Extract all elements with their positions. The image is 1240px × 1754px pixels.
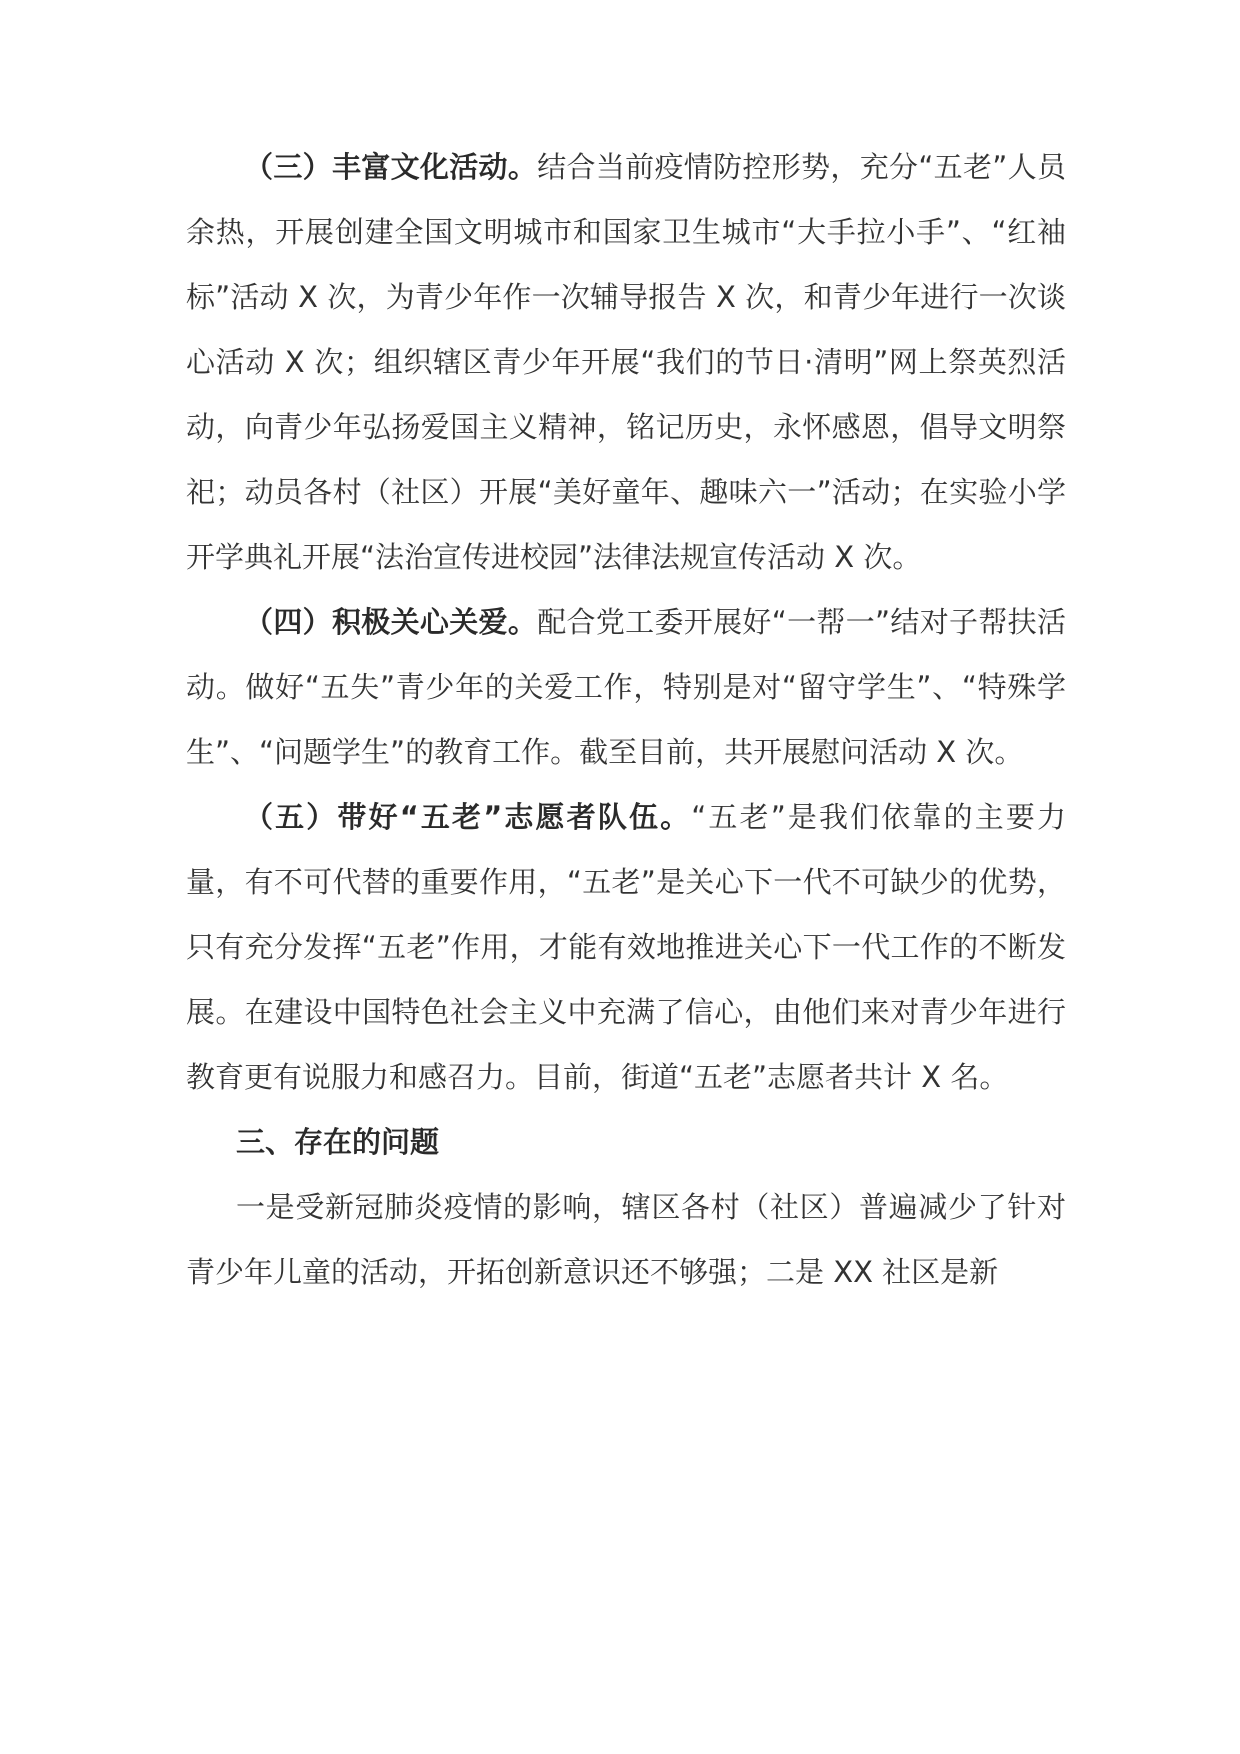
paragraph-heading: （三）丰富文化活动。	[244, 150, 538, 184]
paragraph-text: 配合党工委开展好“一帮一”结对子帮扶活动。做好“五失”青少年的关爱工作，特别是对“留守学生”、“特殊学生”、“问题学生”的教育工作。截至目前，共开展慰问活动 X 次。	[186, 605, 1066, 769]
paragraph-heading: （四）积极关心关爱。	[244, 605, 538, 639]
paragraph-problems: 一是受新冠肺炎疫情的影响，辖区各村（社区）普遍减少了针对青少年儿童的活动，开拓创新意识还不够强；二是 XX 社区是新	[186, 1190, 1066, 1289]
document-body	[186, 135, 1066, 1305]
paragraph-heading: （五）带好“五老”志愿者队伍。	[244, 800, 692, 834]
paragraph-text: “五老”是我们依靠的主要力量，有不可代替的重要作用，“五老”是关心下一代不可缺少的优势，只有充分发挥“五老”作用，才能有效地推进关心下一代工作的不断发展。在建设中国特色社会主义中充满了信心，由他们来对青少年进行教育更有说服力和感召力。目前，街道“五老”志愿者共计 X 名。	[186, 800, 1066, 1094]
paragraph-volunteers	[186, 785, 1066, 1110]
paragraph-care	[186, 590, 1066, 785]
section-heading-problems: 三、存在的问题	[236, 1125, 440, 1159]
paragraph-cultural-activities	[186, 135, 1066, 590]
paragraph-text: 结合当前疫情防控形势，充分“五老”人员余热，开展创建全国文明城市和国家卫生城市“大手拉小手”、“红袖标”活动 X 次，为青少年作一次辅导报告 X 次，和青少年进行一次谈心活动 X 次；组织辖区青少年开展“我们的节日·清明”网上祭英烈活动，向青少年弘扬爱国主义精神，铭记历史，永怀感恩，倡导文明祭祀；动员各村（社区）开展“美好童年、趣味六一”活动；在实验小学开学典礼开展“法治宣传进校园”法律法规宣传活动 X 次。	[186, 150, 1066, 574]
